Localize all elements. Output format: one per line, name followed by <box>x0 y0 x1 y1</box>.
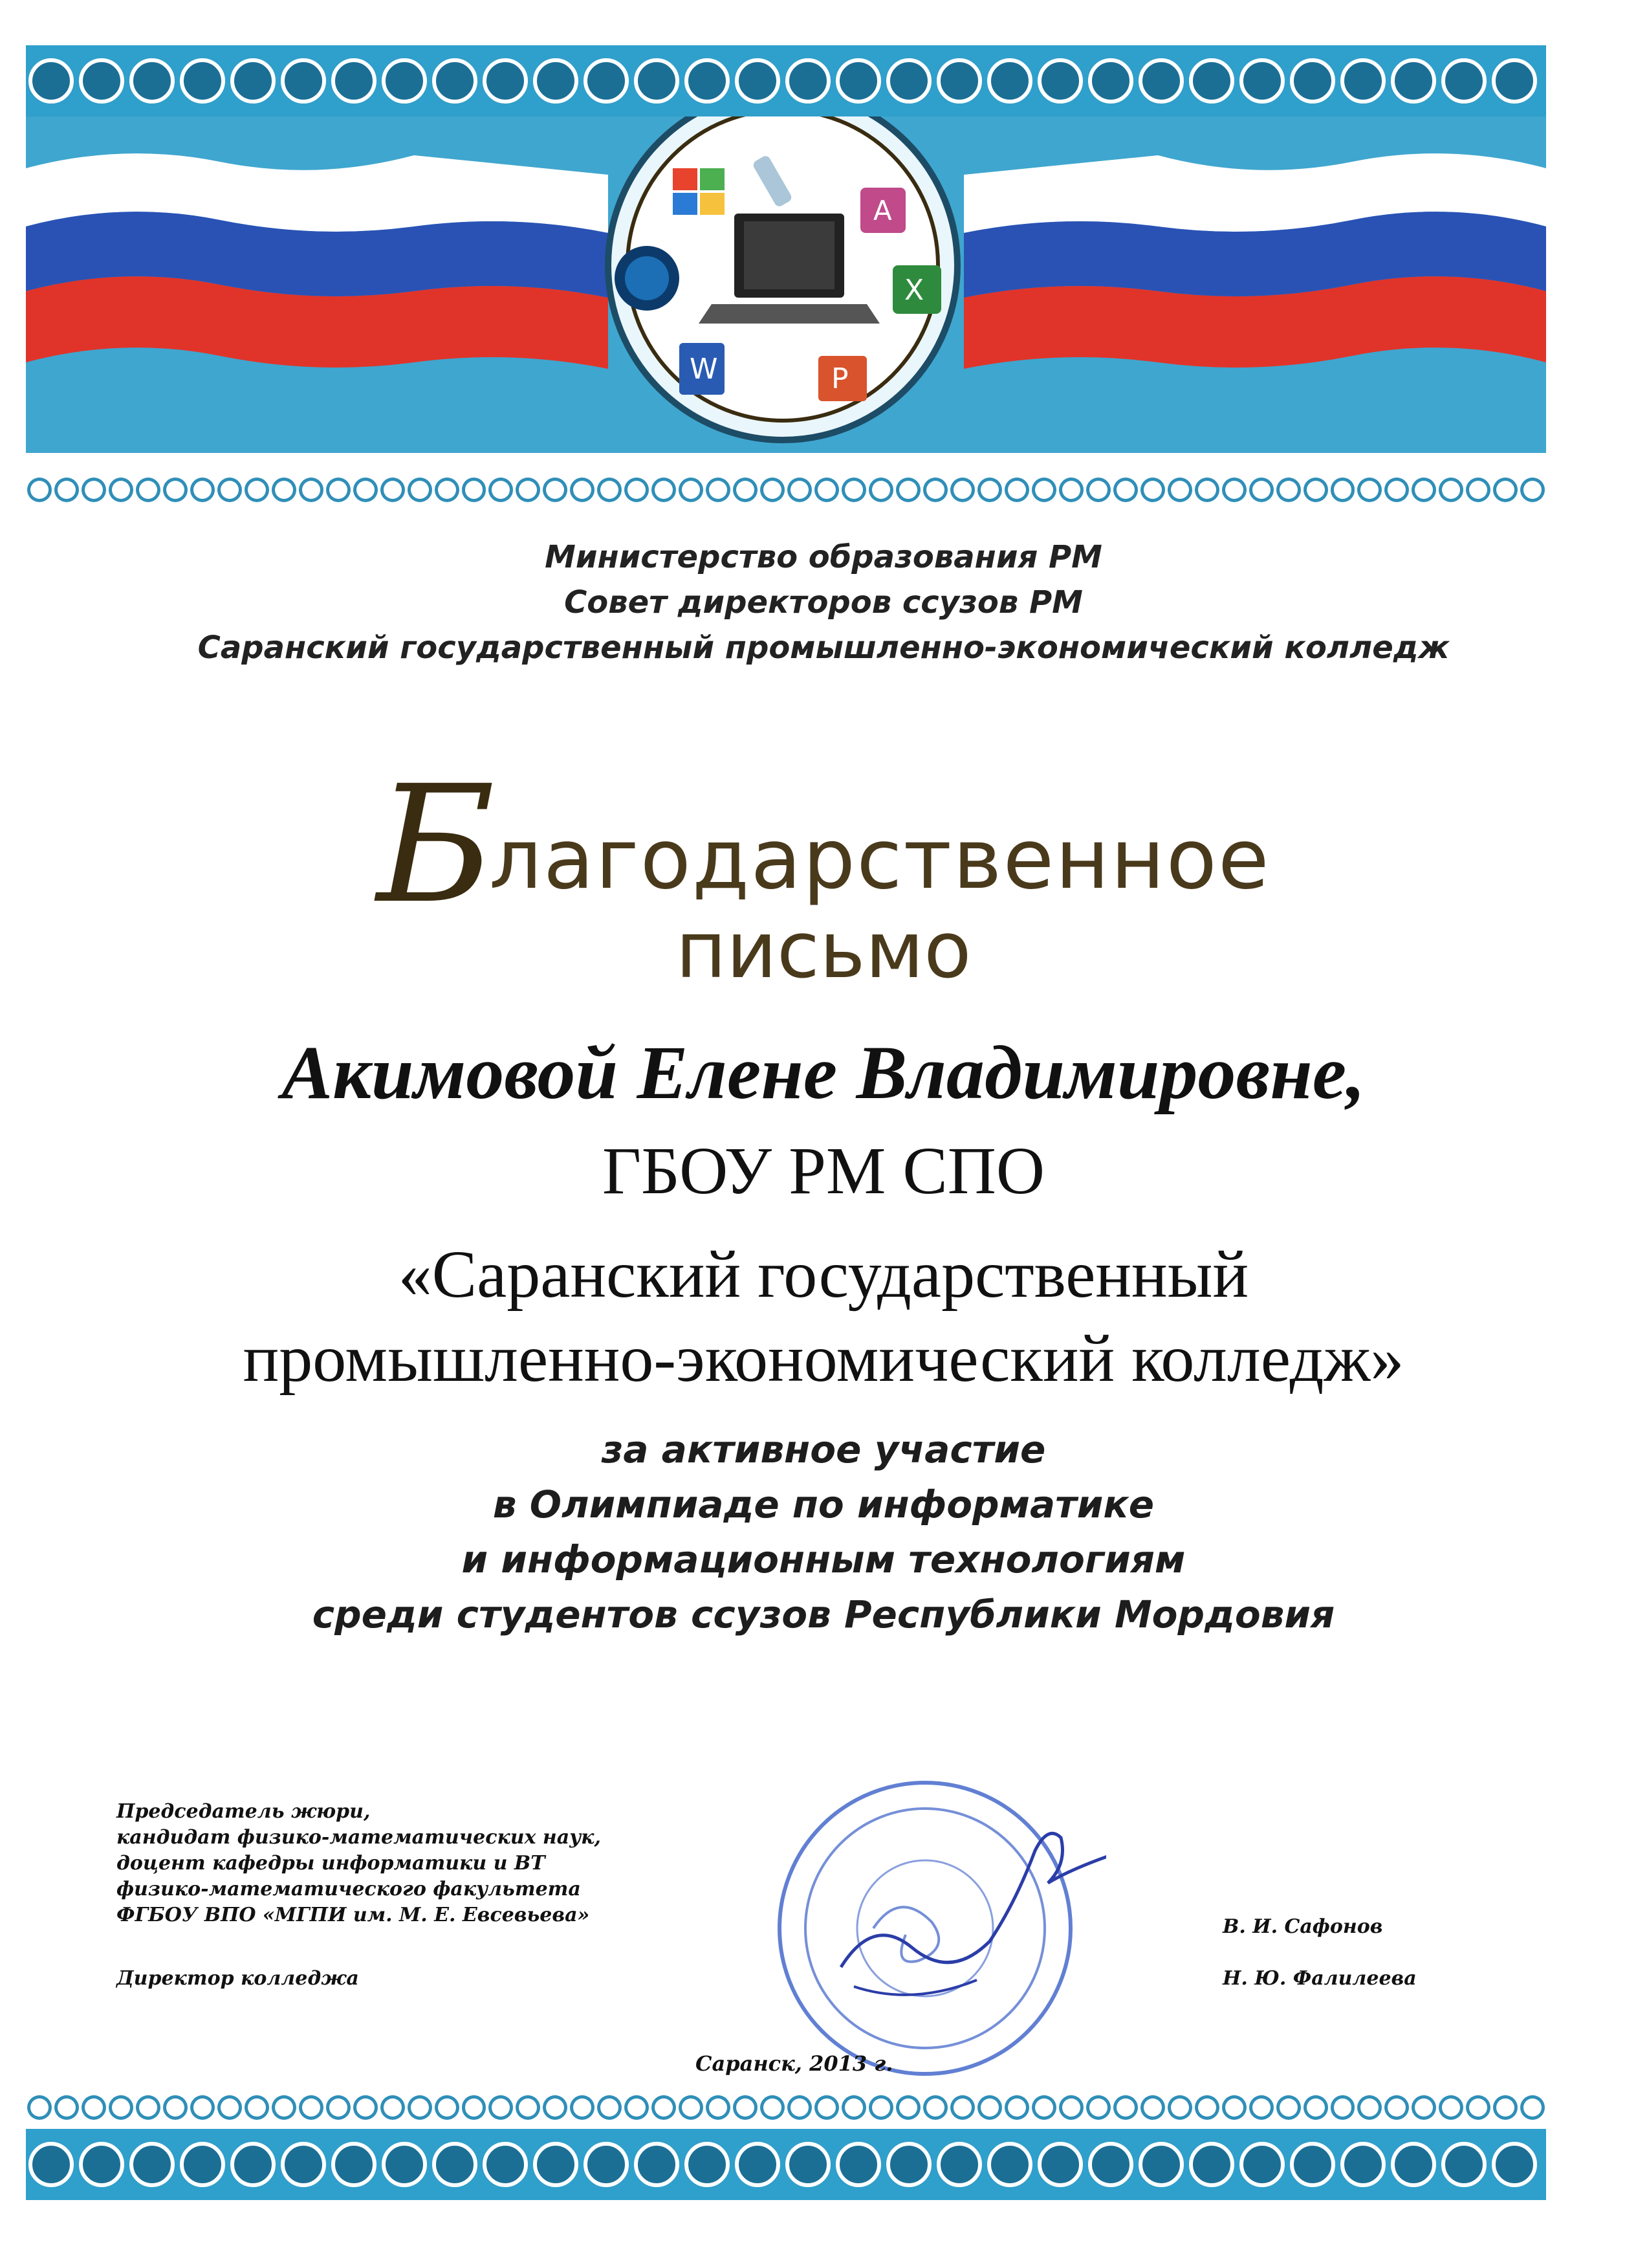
ornament-ring <box>760 2095 785 2120</box>
ornament-ring <box>814 2095 839 2120</box>
ornament-ring <box>679 478 703 502</box>
ornament-ring <box>1290 2142 1335 2187</box>
right-flag-ribbon <box>964 153 1546 369</box>
ornament-ring <box>1493 2095 1518 2120</box>
ornament-ring <box>1249 2095 1274 2120</box>
ornament-ring <box>1059 478 1084 502</box>
ornament-ring <box>1189 2142 1234 2187</box>
ornament-ring <box>1005 478 1029 502</box>
ornament-ring <box>1249 478 1274 502</box>
ornament-ring <box>1340 58 1386 104</box>
org-line-1: Министерство образования РМ <box>545 539 1102 575</box>
ornament-ring <box>706 2095 730 2120</box>
ornament-ring <box>326 478 351 502</box>
ornament-ring <box>483 58 528 104</box>
ornament-ring <box>1113 478 1138 502</box>
reason-line-3: и информационным технологиям <box>461 1537 1186 1581</box>
ornament-ring <box>382 2142 427 2187</box>
ornament-ring <box>1441 2142 1487 2187</box>
excel-icon <box>893 265 941 314</box>
ornament-ring <box>82 2095 106 2120</box>
director-name: Н. Ю. Фалилеева <box>1223 1967 1417 1990</box>
access-icon <box>860 188 906 233</box>
ornament-ring <box>584 2142 629 2187</box>
org-line-2: Совет директоров ссузов РМ <box>564 584 1083 621</box>
ornament-ring <box>299 2095 323 2120</box>
ornament-ring <box>896 478 921 502</box>
ornament-ring <box>54 2095 79 2120</box>
ornament-ring <box>516 2095 540 2120</box>
windows-orb-icon <box>615 246 679 311</box>
ornament-ring <box>281 58 326 104</box>
institution-line-2: «Саранский государственный <box>398 1237 1249 1312</box>
recipient-name: Акимовой Елене Владимировне, <box>281 1030 1366 1115</box>
ornament-ring <box>331 58 376 104</box>
ornament-ring <box>435 478 459 502</box>
ornament-ring <box>299 478 323 502</box>
ornament-ring <box>27 2095 52 2120</box>
ornament-ring <box>27 478 52 502</box>
ornament-ring <box>1195 2095 1219 2120</box>
ornament-ring <box>1331 478 1355 502</box>
ornament-ring <box>190 478 215 502</box>
ornament-ring <box>624 2095 649 2120</box>
ornament-ring <box>950 478 975 502</box>
ornament-ring <box>584 58 629 104</box>
ornament-ring <box>483 2142 528 2187</box>
svg-text:X: X <box>904 274 924 307</box>
ornament-ring <box>1038 2142 1083 2187</box>
ornament-ring <box>1492 58 1537 104</box>
powerpoint-icon <box>818 356 867 401</box>
ornament-ring <box>488 478 513 502</box>
ornament-ring <box>28 2142 74 2187</box>
ornament-ring <box>109 2095 133 2120</box>
ornament-ring <box>190 2095 215 2120</box>
ornament-ring <box>836 58 881 104</box>
ornament-ring <box>272 478 296 502</box>
ornament-ring <box>896 2095 921 2120</box>
ornament-ring <box>570 2095 594 2120</box>
ornament-ring <box>163 2095 188 2120</box>
ornament-ring <box>624 478 649 502</box>
ornament-ring <box>987 58 1032 104</box>
ornament-ring <box>435 2095 459 2120</box>
ornament-ring <box>1086 478 1111 502</box>
ornament-ring <box>326 2095 351 2120</box>
ornament-ring <box>1391 2142 1436 2187</box>
ornament-ring <box>382 58 427 104</box>
institution-line-3: промышленно-экономический колледж» <box>243 1321 1404 1396</box>
ornament-ring <box>787 2095 812 2120</box>
ornament-ring <box>129 2142 175 2187</box>
ornament-ring <box>136 2095 160 2120</box>
ornament-ring <box>54 478 79 502</box>
chair-name: В. И. Сафонов <box>1223 1915 1383 1938</box>
ornament-ring <box>1222 2095 1247 2120</box>
ornament-ring <box>1412 478 1436 502</box>
ornament-ring <box>937 58 982 104</box>
ornament-ring <box>82 478 106 502</box>
ornament-ring <box>331 2142 376 2187</box>
ornament-ring <box>79 2142 124 2187</box>
ornament-ring <box>1439 478 1463 502</box>
ornament-ring <box>977 2095 1002 2120</box>
ornament-ring <box>245 478 269 502</box>
ornament-ring <box>281 2142 326 2187</box>
ornament-ring <box>1493 478 1518 502</box>
title-initial: Б <box>376 751 490 939</box>
ornament-ring <box>109 478 133 502</box>
ornament-ring <box>634 2142 679 2187</box>
ornament-ring <box>1032 2095 1056 2120</box>
ornament-ring <box>1303 2095 1328 2120</box>
ornament-ring <box>1276 2095 1301 2120</box>
left-flag-ribbon <box>26 153 608 369</box>
ornament-ring <box>733 478 758 502</box>
chair-line-5: ФГБОУ ВПО «МГПИ им. М. Е. Евсевьева» <box>116 1904 590 1926</box>
ornament-ring <box>533 58 578 104</box>
ornament-ring <box>1276 478 1301 502</box>
jury-chair-block <box>116 1799 673 1928</box>
ornament-ring <box>516 478 540 502</box>
document-subtitle: письмо <box>675 906 972 996</box>
ornament-ring <box>1439 2095 1463 2120</box>
ornament-ring <box>1466 2095 1490 2120</box>
ornament-ring <box>1195 478 1219 502</box>
ornament-ring <box>129 58 175 104</box>
ornament-ring <box>1384 478 1409 502</box>
ornament-ring <box>923 478 948 502</box>
ornament-ring <box>1384 2095 1409 2120</box>
ornament-ring <box>245 2095 269 2120</box>
flag-banner-graphic <box>26 116 1546 453</box>
ornament-ring <box>1391 58 1436 104</box>
ornament-ring <box>1290 58 1335 104</box>
ornament-ring <box>1086 2095 1111 2120</box>
banner-bottom-ornament <box>26 472 1546 507</box>
footer-ornament-border <box>26 2129 1546 2200</box>
ornament-ring <box>28 58 74 104</box>
ornament-ring <box>1038 58 1083 104</box>
ornament-ring <box>1113 2095 1138 2120</box>
chair-line-3: доцент кафедры информатики и ВТ <box>116 1852 545 1875</box>
svg-text:W: W <box>690 353 718 386</box>
ornament-ring <box>462 478 486 502</box>
ornament-ring <box>684 2142 730 2187</box>
ornament-ring <box>706 478 730 502</box>
ornament-ring <box>634 58 679 104</box>
header-banner <box>26 116 1546 453</box>
city-year: Саранск, 2013 г. <box>695 2051 893 2076</box>
ornament-ring <box>1140 478 1165 502</box>
ornament-ring <box>353 478 378 502</box>
ornament-ring <box>217 2095 242 2120</box>
ornament-ring <box>836 2142 881 2187</box>
chair-line-1: Председатель жюри, <box>116 1800 371 1823</box>
ornament-ring <box>1139 2142 1184 2187</box>
ornament-ring <box>272 2095 296 2120</box>
word-icon <box>679 343 725 395</box>
ornament-ring <box>1239 58 1285 104</box>
chair-line-4: физико-математического факультета <box>116 1878 581 1900</box>
footer-ornament-line <box>26 2090 1546 2125</box>
institution-line-1: ГБОУ РМ СПО <box>602 1134 1045 1208</box>
ornament-ring <box>785 2142 831 2187</box>
ornament-ring <box>217 478 242 502</box>
ornament-ring <box>1032 478 1056 502</box>
ornament-ring <box>163 478 188 502</box>
ornament-ring <box>651 478 676 502</box>
ornament-ring <box>180 58 225 104</box>
ornament-ring <box>977 478 1002 502</box>
reason-line-2: в Олимпиаде по информатике <box>492 1482 1155 1526</box>
ornament-ring <box>597 2095 622 2120</box>
ornament-ring <box>230 2142 276 2187</box>
director-label: Директор колледжа <box>116 1967 359 1990</box>
ornament-ring <box>735 58 780 104</box>
svg-text:P: P <box>831 362 849 395</box>
ornament-ring <box>787 478 812 502</box>
ornament-ring <box>597 478 622 502</box>
reason-line-1: за активное участие <box>601 1427 1046 1471</box>
title-rest: лагодарственное <box>489 811 1271 908</box>
ornament-ring <box>136 478 160 502</box>
top-ornament-border <box>26 45 1546 116</box>
ornament-ring <box>1088 2142 1133 2187</box>
ornament-ring <box>679 2095 703 2120</box>
ornament-ring <box>1520 478 1545 502</box>
ornament-ring <box>488 2095 513 2120</box>
ornament-ring <box>353 2095 378 2120</box>
ornament-ring <box>1189 58 1234 104</box>
ornament-ring <box>180 2142 225 2187</box>
ornament-ring <box>842 478 866 502</box>
ornament-ring <box>1168 478 1192 502</box>
ornament-ring <box>886 2142 932 2187</box>
chair-line-2: кандидат физико-математических наук, <box>116 1826 601 1849</box>
ornament-ring <box>1331 2095 1355 2120</box>
ornament-ring <box>987 2142 1032 2187</box>
ornament-ring <box>432 58 477 104</box>
ornament-ring <box>1466 478 1490 502</box>
ornament-ring <box>684 58 730 104</box>
ornament-ring <box>869 2095 893 2120</box>
ornament-ring <box>79 58 124 104</box>
ornament-ring <box>842 2095 866 2120</box>
ornament-ring <box>1303 478 1328 502</box>
ornament-ring <box>1088 58 1133 104</box>
ornament-ring <box>230 58 276 104</box>
ornament-ring <box>1139 58 1184 104</box>
ornament-ring <box>814 478 839 502</box>
ornament-ring <box>432 2142 477 2187</box>
ornament-ring <box>543 2095 567 2120</box>
ornament-ring <box>533 2142 578 2187</box>
ornament-ring <box>1357 478 1382 502</box>
ornament-ring <box>785 58 831 104</box>
ornament-ring <box>733 2095 758 2120</box>
ornament-ring <box>570 478 594 502</box>
ornament-ring <box>1005 2095 1029 2120</box>
ornament-ring <box>735 2142 780 2187</box>
ornament-ring <box>923 2095 948 2120</box>
svg-text:A: A <box>873 195 892 226</box>
ornament-ring <box>950 2095 975 2120</box>
ornament-ring <box>1340 2142 1386 2187</box>
ornament-ring <box>462 2095 486 2120</box>
ornament-ring <box>937 2142 982 2187</box>
ornament-ring <box>1520 2095 1545 2120</box>
ornament-ring <box>1492 2142 1537 2187</box>
ornament-ring <box>1239 2142 1285 2187</box>
ornament-ring <box>1441 58 1487 104</box>
ornament-ring <box>760 478 785 502</box>
ornament-ring <box>1412 2095 1436 2120</box>
ornament-ring <box>651 2095 676 2120</box>
ornament-ring <box>1168 2095 1192 2120</box>
org-line-3: Саранский государственный промышленно-экономический колледж <box>197 630 1450 666</box>
ornament-ring <box>380 478 405 502</box>
ornament-ring <box>408 478 432 502</box>
ornament-ring <box>380 2095 405 2120</box>
ornament-ring <box>543 478 567 502</box>
ornament-ring <box>886 58 932 104</box>
central-medallion <box>608 116 957 440</box>
reason-line-4: среди студентов ссузов Республики Мордовия <box>312 1592 1335 1636</box>
ornament-ring <box>1140 2095 1165 2120</box>
ornament-ring <box>869 478 893 502</box>
ornament-ring <box>408 2095 432 2120</box>
ornament-ring <box>1059 2095 1084 2120</box>
ornament-ring <box>1357 2095 1382 2120</box>
ornament-ring <box>1222 478 1247 502</box>
official-stamp <box>744 1773 1106 2084</box>
